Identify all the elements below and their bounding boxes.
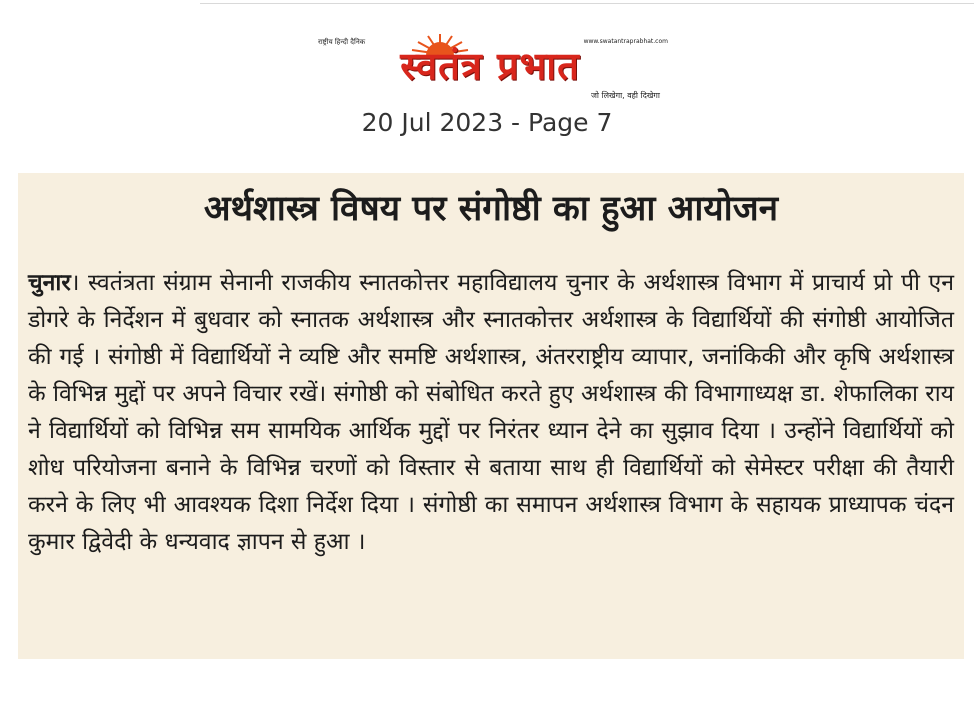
masthead-tagline: जो लिखेगा, वही दिखेगा <box>590 91 660 100</box>
article-headline: अर्थशास्त्र विषय पर संगोष्ठी का हुआ आयोजन <box>203 189 779 229</box>
article-dateline: चुनार <box>28 270 71 296</box>
masthead-subtitle: राष्ट्रीय हिन्दी दैनिक <box>318 38 366 46</box>
edition-date-page: 20 Jul 2023 - Page 7 <box>361 108 613 137</box>
newspaper-masthead <box>310 30 670 102</box>
top-divider-line <box>200 0 974 4</box>
newspaper-logo-title: स्वतंत्र प्रभात <box>400 43 580 88</box>
article-clipping <box>18 173 964 659</box>
article-body <box>28 265 954 561</box>
article-body-text: । स्वतंत्रता संग्राम सेनानी राजकीय स्नातकोत्तर महाविद्यालय चुनार के अर्थशास्त्र विभाग में प्राचार्य प्रो पी एन डोगरे के निर्देशन में बुधवार को स्नातक अर्थशास्त्र और स्नातकोत्तर अर्थशास्त्र के विद्यार्थियों की संगोष्ठी आयोजित की गई । संगोष्ठी में विद्यार्थियों ने व्यष्टि और समष्टि अर्थशास्त्र, अंतरराष्ट्रीय व्यापार, जनांकिकी और कृषि अर्थशास्त्र के विभिन्न मुद्दों पर अपने विचार रखें। संगोष्ठी को संबोधित करते हुए अर्थशास्त्र की विभागाध्यक्ष डा. शेफालिका राय ने विद्यार्थियों को विभिन्न सम सामयिक आर्थिक मुद्दों पर निरंतर ध्यान देने का सुझाव दिया । उन्होंने विद्यार्थियों को शोध परियोजना बनाने के विभिन्न चरणों को विस्तार से बताया साथ ही विद्यार्थियों को सेमेस्टर परीक्षा की तैयारी करने के लिए भी आवश्यक दिशा निर्देश दिया । संगोष्ठी का समापन अर्थशास्त्र विभाग के सहायक प्राध्यापक चंदन कुमार द्विवेदी के धन्यवाद ज्ञापन से हुआ । <box>28 270 954 555</box>
masthead-website: www.swatantraprabhat.com <box>583 38 668 45</box>
